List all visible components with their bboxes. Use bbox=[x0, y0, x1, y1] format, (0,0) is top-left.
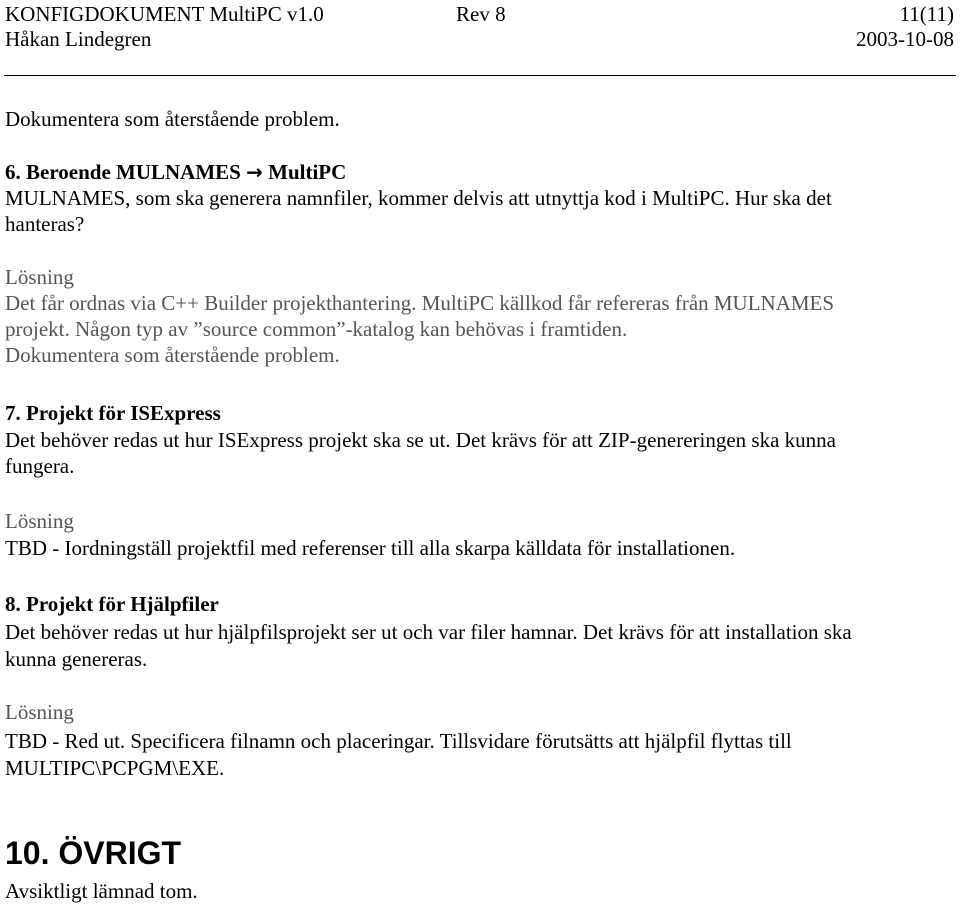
section-6-solution-line-1: Det får ordnas via C++ Builder projekthantering. MultiPC källkod får refereras från MULNAMES bbox=[5, 291, 835, 315]
section-6-solution-label: Lösning bbox=[5, 265, 74, 289]
section-6-body-line-2: hanteras? bbox=[5, 212, 85, 236]
section-7-body-line-2: fungera. bbox=[5, 454, 75, 478]
section-6-heading bbox=[5, 159, 346, 185]
section-10-heading: 10. ÖVRIGT bbox=[5, 835, 182, 871]
section-6-heading-end: MultiPC bbox=[268, 160, 347, 184]
document-date: 2003-10-08 bbox=[856, 27, 954, 51]
section-8-solution-label: Lösning bbox=[5, 700, 74, 724]
section-6-solution-line-3: Dokumentera som återstående problem. bbox=[5, 343, 340, 367]
section-7-body-line-1: Det behöver redas ut hur ISExpress projekt ska se ut. Det krävs för att ZIP-genereringen ska kunna bbox=[5, 428, 836, 452]
section-7-solution-line-1: TBD - Iordningställ projektfil med referenser till alla skarpa källdata för installationen. bbox=[5, 536, 736, 560]
intro-text: Dokumentera som återstående problem. bbox=[5, 107, 340, 131]
section-7-heading: 7. Projekt för ISExpress bbox=[5, 401, 221, 425]
section-10-body: Avsiktligt lämnad tom. bbox=[5, 879, 198, 903]
page-number: 11(11) bbox=[899, 2, 954, 26]
section-6-body-line-1: MULNAMES, som ska generera namnfiler, kommer delvis att utnyttja kod i MultiPC. Hur ska det bbox=[5, 186, 832, 210]
section-8-solution-line-2: MULTIPC\PCPGM\EXE. bbox=[5, 756, 225, 780]
section-7-solution-label: Lösning bbox=[5, 509, 74, 533]
section-8-heading: 8. Projekt för Hjälpfiler bbox=[5, 592, 219, 616]
document-title: KONFIGDOKUMENT MultiPC v1.0 bbox=[5, 2, 324, 26]
section-6-heading-start: 6. Beroende MULNAMES bbox=[5, 160, 241, 184]
right-arrow-icon: → bbox=[246, 160, 263, 184]
section-6-solution-line-2: projekt. Någon typ av ”source common”-katalog kan behövas i framtiden. bbox=[5, 317, 628, 341]
header-divider bbox=[4, 75, 956, 76]
author-name: Håkan Lindegren bbox=[5, 27, 152, 51]
section-8-solution-line-1: TBD - Red ut. Specificera filnamn och placeringar. Tillsvidare förutsätts att hjälpfil flyttas till bbox=[5, 729, 792, 753]
revision-label: Rev 8 bbox=[456, 2, 506, 26]
section-8-body-line-2: kunna genereras. bbox=[5, 647, 148, 671]
section-8-body-line-1: Det behöver redas ut hur hjälpfilsprojekt ser ut och var filer hamnar. Det krävs för att installation ska bbox=[5, 620, 852, 644]
